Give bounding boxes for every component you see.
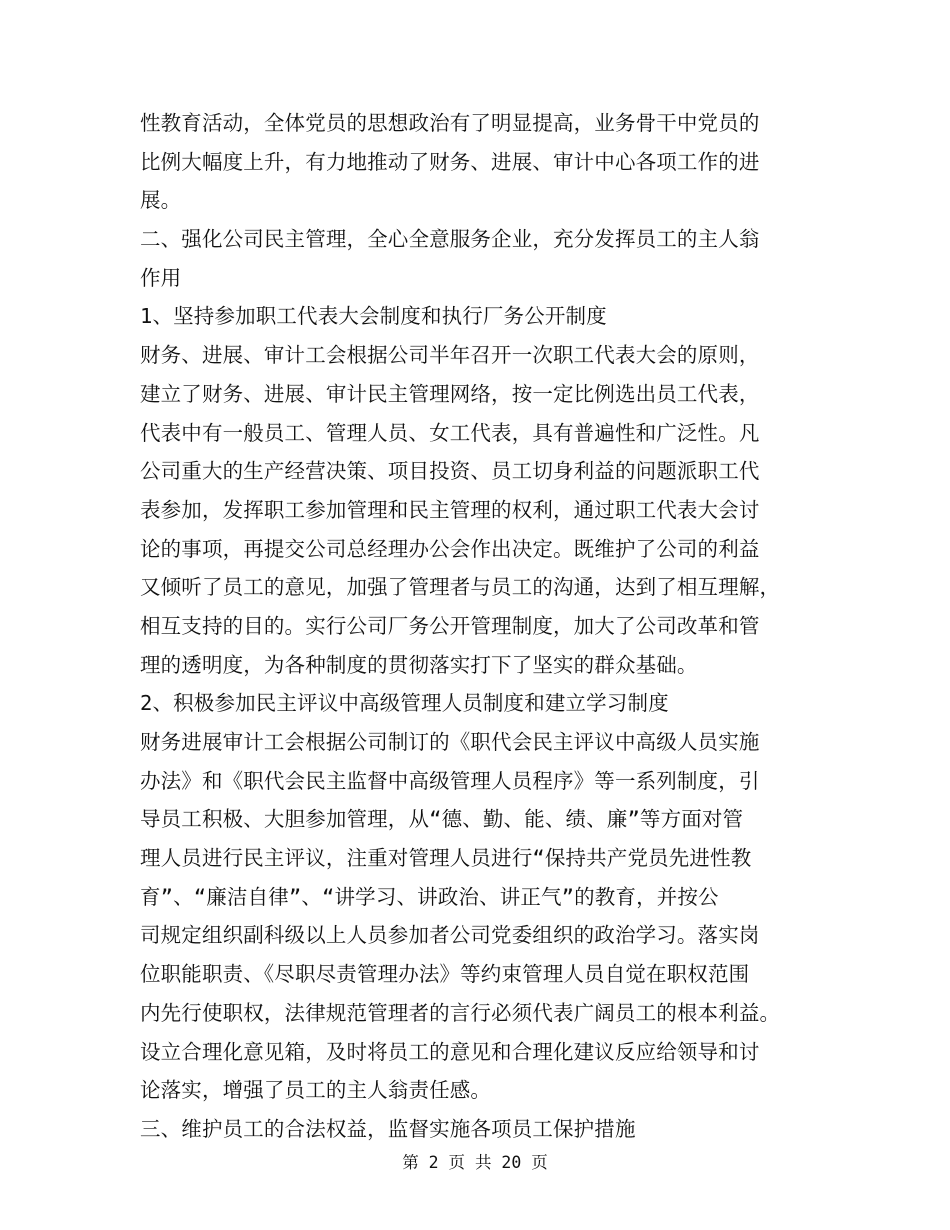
text-line: 代表中有一般员工、管理人员、女工代表，具有普遍性和广泛性。凡 [140,420,760,445]
document-body [140,104,812,1149]
text-line: 建立了财务、进展、审计民主管理网络，按一定比例选出员工代表， [140,381,760,406]
section-heading: 作用 [140,265,182,290]
page-number-footer: 第 2 页 共 20 页 [402,1153,548,1172]
text-line: 公司重大的生产经营决策、项目投资、员工切身利益的问题派职工代 [140,459,760,484]
text-line: 相互支持的目的。实行公司厂务公开管理制度，加大了公司改革和管 [140,613,760,638]
text-line: 又倾听了员工的意见，加强了管理者与员工的沟通，达到了相互理解， [140,575,781,600]
section-heading: 二、强化公司民主管理，全心全意服务企业，充分发挥员工的主人翁 [140,227,760,252]
text-line: 司规定组织副科级以上人员参加者公司党委组织的政治学习。落实岗 [140,923,760,948]
text-line: 性教育活动，全体党员的思想政治有了明显提高，业务骨干中党员的 [140,111,760,135]
text-line: 理的透明度，为各种制度的贯彻落实打下了坚实的群众基础。 [140,652,698,677]
text-line: 财务进展审计工会根据公司制订的《职代会民主评议中高级人员实施 [140,730,760,754]
text-line: 展。 [140,188,182,213]
text-line: 育”、“廉洁自律”、“讲学习、讲政治、讲正气”的教育，并按公 [140,884,719,909]
text-line: 办法》和《职代会民主监督中高级管理人员程序》等一系列制度，引 [140,768,760,793]
text-line: 表参加，发挥职工参加管理和民主管理的权利，通过职工代表大会讨 [140,497,760,522]
text-line: 位职能职责、《尽职尽责管理办法》等约束管理人员自觉在职权范围 [140,962,750,987]
text-line: 理人员进行民主评议，注重对管理人员进行“保持共产党员先进性教 [140,846,752,871]
text-line: 导员工积极、大胆参加管理，从“德、勤、能、绩、廉”等方面对管 [140,807,744,832]
section-heading: 三、维护员工的合法权益，监督实施各项员工保护措施 [140,1116,636,1141]
subsection-heading: 2、积极参加民主评议中高级管理人员制度和建立学习制度 [140,691,669,716]
text-line: 设立合理化意见箱，及时将员工的意见和合理化建议反应给领导和讨 [140,1039,760,1064]
text-line: 比例大幅度上升，有力地推动了财务、进展、审计中心各项工作的进 [140,149,760,174]
subsection-heading: 1、坚持参加职工代表大会制度和执行厂务公开制度 [140,304,607,329]
text-line: 论落实，增强了员工的主人翁责任感。 [140,1078,492,1103]
text-line: 财务、进展、审计工会根据公司半年召开一次职工代表大会的原则， [140,343,760,368]
text-line: 内先行使职权，法律规范管理者的言行必须代表广阔员工的根本利益。 [140,1000,781,1025]
text-line: 论的事项，再提交公司总经理办公会作出决定。既维护了公司的利益 [140,536,760,561]
